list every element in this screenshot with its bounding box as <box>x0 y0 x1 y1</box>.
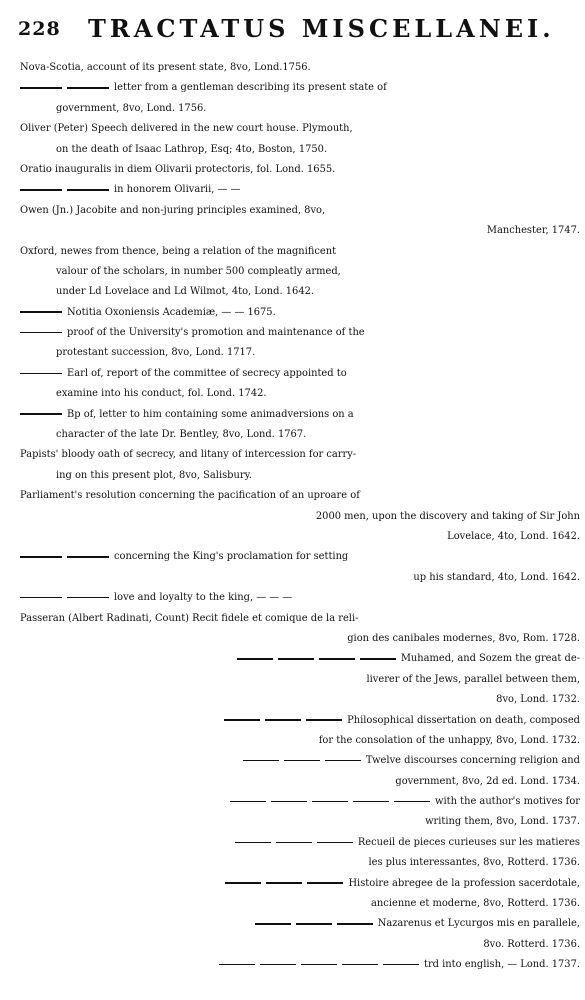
ditto-dash <box>243 760 279 761</box>
catalogue-line <box>20 425 580 445</box>
catalogue-line <box>20 792 580 812</box>
catalogue-entries <box>20 58 580 976</box>
catalogue-line-text: love and loyalty to the king, — — — <box>114 592 293 604</box>
ditto-dash <box>20 311 62 312</box>
catalogue-line <box>20 853 580 873</box>
catalogue-line <box>20 140 580 160</box>
catalogue-line-text: Histoire abregee de la profession sacerdotale, <box>348 877 580 889</box>
ditto-dash <box>20 373 62 374</box>
ditto-dash <box>20 556 62 557</box>
catalogue-line <box>20 58 580 78</box>
catalogue-line <box>20 894 580 914</box>
catalogue-line <box>20 874 580 894</box>
catalogue-line-text: Passeran (Albert Radinati, Count) Recit fidele et comique de la reli- <box>20 612 359 624</box>
catalogue-line <box>20 282 580 302</box>
ditto-dash <box>260 964 296 965</box>
catalogue-line-text: Recueil de pieces curieuses sur les matieres <box>357 836 580 848</box>
catalogue-line-text: Earl of, report of the committee of secrecy appointed to <box>67 367 347 379</box>
catalogue-line-text: Owen (Jn.) Jacobite and non-juring principles examined, 8vo, <box>20 204 326 216</box>
catalogue-line <box>20 384 580 404</box>
catalogue-line-text: trd into english, — Lond. 1737. <box>423 959 580 971</box>
catalogue-line-text: for the consolation of the unhappy, 8vo, Lond. 1732. <box>318 734 580 746</box>
ditto-dash <box>235 842 271 843</box>
ditto-dash <box>284 760 320 761</box>
catalogue-line-text: with the author's motives for <box>435 796 580 808</box>
catalogue-line <box>20 486 580 506</box>
catalogue-line-text: Nova-Scotia, account of its present state, 8vo, Lond.1756. <box>20 62 311 73</box>
ditto-dash <box>342 964 378 965</box>
catalogue-line-text: Twelve discourses concerning religion and <box>365 755 580 767</box>
catalogue-line <box>20 405 580 425</box>
ditto-dash <box>353 801 389 802</box>
catalogue-line-text: Muhamed, and Sozem the great de- <box>400 653 580 665</box>
ditto-dash <box>319 658 355 659</box>
catalogue-line-text: writing them, 8vo, Lond. 1737. <box>425 816 580 828</box>
catalogue-line <box>20 262 580 282</box>
ditto-dash <box>67 556 109 557</box>
ditto-dash <box>301 964 337 965</box>
ditto-dash <box>360 658 396 659</box>
catalogue-line <box>20 343 580 363</box>
catalogue-line <box>20 772 580 792</box>
catalogue-line <box>20 812 580 832</box>
catalogue-line <box>20 445 580 465</box>
catalogue-line-text: government, 8vo, 2d ed. Lond. 1734. <box>395 775 580 787</box>
ditto-dash <box>20 597 62 598</box>
catalogue-line-text: 8vo. Rotterd. 1736. <box>483 938 580 950</box>
ditto-dash <box>67 597 109 598</box>
catalogue-line <box>20 914 580 934</box>
ditto-dash <box>67 87 109 88</box>
ditto-dash <box>337 923 373 924</box>
catalogue-line-text: ancienne et moderne, 8vo, Rotterd. 1736. <box>371 898 580 910</box>
catalogue-line-text: liverer of the Jews, parallel between them, <box>366 673 580 685</box>
catalogue-line-text: Lovelace, 4to, Lond. 1642. <box>447 530 580 542</box>
catalogue-line <box>20 323 580 343</box>
catalogue-line <box>20 201 580 221</box>
catalogue-line <box>20 568 580 588</box>
catalogue-line-text: gion des canibales modernes, 8vo, Rom. 1728. <box>347 632 580 644</box>
ditto-dash <box>296 923 332 924</box>
catalogue-line-text: Oxford, newes from thence, being a relation of the magnificent <box>20 245 337 257</box>
catalogue-line <box>20 180 580 200</box>
catalogue-line <box>20 731 580 751</box>
catalogue-line-text: in honorem Olivarii, — — <box>114 184 241 196</box>
catalogue-line-text: letter from a gentleman describing its present state of <box>114 82 387 94</box>
catalogue-line-text: Notitia Oxoniensis Academiæ, — — 1675. <box>67 306 276 318</box>
ditto-dash <box>278 658 314 659</box>
catalogue-line <box>20 547 580 567</box>
ditto-dash <box>219 964 255 965</box>
ditto-dash <box>255 923 291 924</box>
catalogue-line <box>20 751 580 771</box>
running-title: TRACTATUS MISCELLANEI. <box>88 14 555 43</box>
catalogue-line <box>20 670 580 690</box>
catalogue-line-text: 8vo, Lond. 1732. <box>496 694 580 706</box>
ditto-dash <box>20 189 62 190</box>
catalogue-line <box>20 242 580 262</box>
catalogue-line-text: Bp of, letter to him containing some animadversions on a <box>67 408 354 420</box>
catalogue-line <box>20 466 580 486</box>
catalogue-line-text: Manchester, 1747. <box>486 225 580 237</box>
ditto-dash <box>225 882 261 883</box>
catalogue-line-text: up his standard, 4to, Lond. 1642. <box>413 571 580 583</box>
catalogue-line <box>20 690 580 710</box>
catalogue-line-text: Nazarenus et Lycurgos mis en parallele, <box>377 918 580 930</box>
catalogue-line <box>20 160 580 180</box>
catalogue-line-text: Philosophical dissertation on death, composed <box>347 714 580 726</box>
catalogue-line <box>20 711 580 731</box>
catalogue-line-text: character of the late Dr. Bentley, 8vo, Lond. 1767. <box>56 429 307 441</box>
catalogue-line <box>20 119 580 139</box>
ditto-dash <box>237 658 273 659</box>
ditto-dash <box>224 719 260 720</box>
catalogue-line <box>20 955 580 975</box>
ditto-dash <box>271 801 307 802</box>
page-header <box>18 6 578 48</box>
catalogue-line <box>20 527 580 547</box>
catalogue-line <box>20 609 580 629</box>
catalogue-line-text: Parliament's resolution concerning the pacification of an uproare of <box>20 490 360 502</box>
ditto-dash <box>306 719 342 720</box>
ditto-dash <box>266 882 302 883</box>
catalogue-line <box>20 99 580 119</box>
catalogue-line-text: protestant succession, 8vo, Lond. 1717. <box>56 347 256 359</box>
catalogue-line <box>20 649 580 669</box>
ditto-dash <box>20 332 62 333</box>
ditto-dash <box>394 801 430 802</box>
catalogue-line <box>20 507 580 527</box>
page-number: 228 <box>18 18 61 40</box>
catalogue-line <box>20 935 580 955</box>
ditto-dash <box>230 801 266 802</box>
catalogue-line-text: concerning the King's proclamation for setting <box>114 551 349 563</box>
catalogue-line <box>20 221 580 241</box>
catalogue-line <box>20 629 580 649</box>
catalogue-line-text: ing on this present plot, 8vo, Salisbury. <box>56 469 252 481</box>
ditto-dash <box>265 719 301 720</box>
catalogue-line-text: government, 8vo, Lond. 1756. <box>56 102 207 114</box>
catalogue-line-text: valour of the scholars, in number 500 compleatly armed, <box>56 265 341 277</box>
catalogue-line-text: on the death of Isaac Lathrop, Esq; 4to, Boston, 1750. <box>56 143 328 155</box>
catalogue-line-text: proof of the University's promotion and maintenance of the <box>67 327 365 339</box>
catalogue-line-text: Papists' bloody oath of secrecy, and litany of intercession for carry- <box>20 449 357 461</box>
catalogue-line-text: les plus interessantes, 8vo, Rotterd. 1736. <box>368 857 580 869</box>
ditto-dash <box>67 189 109 190</box>
catalogue-line-text: 2000 men, upon the discovery and taking of Sir John <box>315 510 580 522</box>
ditto-dash <box>312 801 348 802</box>
ditto-dash <box>307 882 343 883</box>
ditto-dash <box>325 760 361 761</box>
ditto-dash <box>383 964 419 965</box>
ditto-dash <box>20 413 62 414</box>
ditto-dash <box>276 842 312 843</box>
catalogue-line-text: under Ld Lovelace and Ld Wilmot, 4to, Lond. 1642. <box>56 286 315 298</box>
catalogue-line <box>20 833 580 853</box>
catalogue-line <box>20 303 580 323</box>
catalogue-line-text: Oliver (Peter) Speech delivered in the new court house. Plymouth, <box>20 123 353 135</box>
ditto-dash <box>317 842 353 843</box>
catalogue-line-text: examine into his conduct, fol. Lond. 1742. <box>56 388 267 400</box>
ditto-dash <box>20 87 62 88</box>
catalogue-line <box>20 588 580 608</box>
catalogue-line <box>20 78 580 98</box>
catalogue-line <box>20 364 580 384</box>
catalogue-line-text: Oratio inauguralis in diem Olivarii protectoris, fol. Lond. 1655. <box>20 163 336 175</box>
